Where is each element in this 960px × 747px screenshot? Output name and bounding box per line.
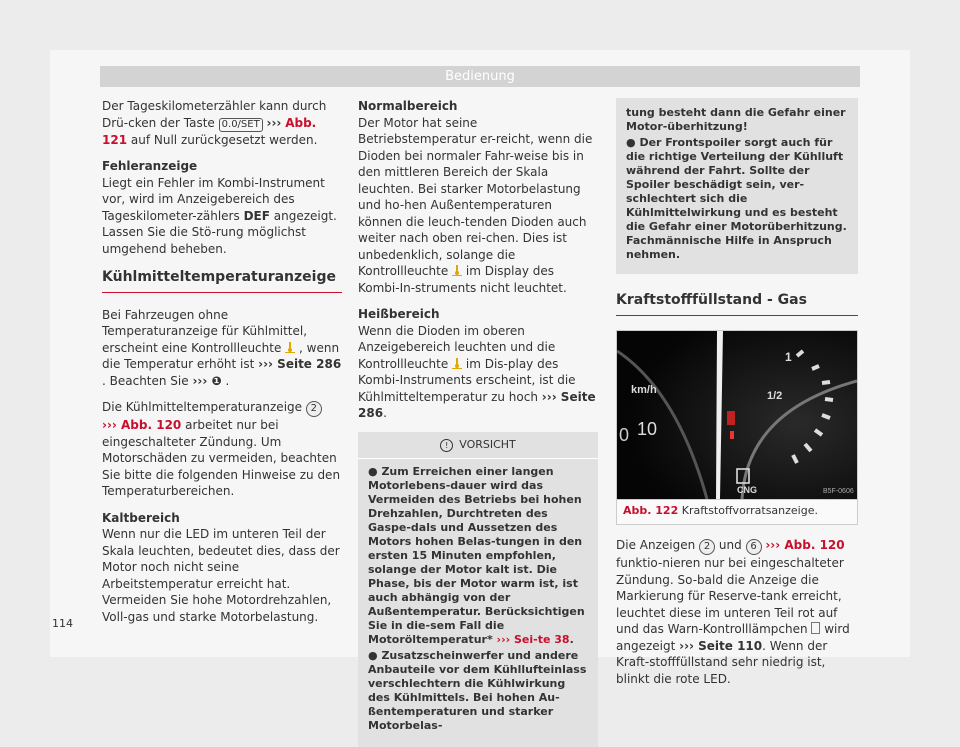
fault-heading: Fehleranzeige [102, 159, 198, 173]
column-2 [358, 98, 598, 747]
fuel-paragraph: Die Anzeigen 2 und 6 ››› Abb. 120 funktio-nieren nur bei eingeschalteter Zündung. So-bald die Anzeige die Markierung für Reserve-tank erreicht, leuchtet diese im unteren Teil rot auf und das Warn-Kontrolllämpchen wird angezeigt ››› Seite 110. Wenn der Kraft-stofffüllstand sehr niedrig ist, blinkt die rote LED. [616, 538, 850, 686]
callout-number: 2 [699, 539, 715, 555]
caution-bullet: ● Der Frontspoiler sorgt auch für die richtige Verteilung der Kühlluft während der Fahrt. Sollte der Spoiler beschädigt sein, ver-schlechtert sich die Kühlmittelwirkung und es besteht die Gefahr einer Motorüberhitzung. Fachmännische Hilfe in Anspruch nehmen. [626, 136, 847, 261]
figure-code: B5F-0606 [823, 487, 854, 495]
coolant-warning-icon [285, 342, 295, 353]
figure-link[interactable]: Abb. 121 [102, 115, 317, 147]
gauge-tick-1: 1 [785, 349, 792, 364]
column-3 [616, 98, 858, 697]
section-title-coolant: Kühlmitteltemperaturanzeige [102, 269, 342, 293]
manual-page [50, 50, 910, 732]
gauge-10: 10 [637, 418, 658, 439]
gauge-0: 0 [619, 424, 630, 445]
reset-key: 0.0/SET [219, 118, 263, 132]
bullet-icon: ● [368, 464, 382, 478]
page-header: Bedienung [100, 66, 860, 87]
callout-number: 6 [746, 539, 762, 555]
cold-paragraph: Wenn nur die LED im unteren Teil der Skala leuchten, bedeutet dies, dass der Motor noch nicht seine Arbeitstemperatur erreicht hat. Vermeiden Sie hohe Motordrehzahlen, Voll-gas und starke Motorbelastung. [102, 527, 340, 624]
fuel-gauge-image [617, 331, 857, 499]
gauge-cng: CNG [737, 484, 757, 495]
trip-reset-paragraph: Der Tageskilometerzähler kann durch Drü-cken der Taste 0.0/SET ››› Abb. 121 auf Null zurückgesetzt werden. [102, 99, 327, 147]
normal-heading: Normalbereich [358, 99, 458, 113]
page-link[interactable]: ››› Seite 286 [258, 357, 342, 371]
coolant-paragraph: Bei Fahrzeugen ohne Temperaturanzeige für Kühlmittel, erscheint eine Kontrollleuchte , wenn die Temperatur erhöht ist ››› Seite 286 . Beachten Sie ››› ❶ . [102, 307, 342, 388]
hot-heading: Heißbereich [358, 307, 440, 321]
column-1 [102, 98, 342, 635]
display-paragraph: Die Kühlmitteltemperaturanzeige 2 ››› Abb. 120 arbeitet nur bei eingeschalteter Zündung. Um Motorschäden zu vermeiden, beachten Sie bitte die folgenden Hinweise zu den Temperaturbereichen. [102, 400, 341, 498]
page-number: 114 [52, 617, 73, 630]
gauge-kmh: km/h [631, 383, 657, 396]
figure-link[interactable]: ››› Abb. 120 [102, 418, 182, 432]
caution-continuation: tung besteht dann die Gefahr einer Motor-überhitzung! ● Der Frontspoiler sorgt auch für die richtige Verteilung der Kühlluft während der Fahrt. Sollte der Spoiler beschädigt sein, ver-schlechtert sich die Kühlmittelwirkung und es besteht die Gefahr einer Motorüberhitzung. Fachmännische Hilfe in Anspruch nehmen. [616, 98, 858, 274]
figure-fuel-gauge [616, 330, 858, 526]
bullet-icon: ● [368, 648, 382, 662]
normal-paragraph: Der Motor hat seine Betriebstemperatur er-reicht, wenn die Dioden bei normaler Fahr-weise bis in den mittleren Bereich der Skala leuchten. Bei starker Motorbelastung und ho-hen Außentemperaturen können die leuch-tenden Dioden auch weiter nach oben rei-chen. Dies ist unbedenklich, solange die Kontrollleuchte im Display des Kombi-In-struments nicht leuchtet. [358, 115, 593, 295]
gauge-tick-half: 1/2 [767, 389, 783, 402]
figure-link[interactable]: ››› Abb. 120 [765, 538, 845, 552]
page-link[interactable]: ››› Seite 110 [679, 638, 763, 653]
caution-box [358, 432, 598, 747]
caution-header: ! VORSICHT [358, 432, 598, 459]
page-link[interactable]: ››› Seite 286 [358, 389, 596, 420]
section-title-fuel: Kraftstofffüllstand - Gas [616, 292, 858, 316]
hot-paragraph: Wenn die Dioden im oberen Anzeigebereich leuchten und die Kontrollleuchte im Dis-play des Kombi-Instruments erscheint, ist die Kühlmitteltemperatur zu hoch ››› Seite 286. [358, 323, 596, 420]
cold-heading: Kaltbereich [102, 510, 180, 525]
figure-caption: Abb. 122 Kraftstoffvorratsanzeige. [617, 499, 857, 525]
coolant-warning-icon [452, 265, 462, 276]
info-icon: ! [440, 439, 453, 452]
callout-number: 2 [306, 401, 322, 417]
bullet-icon: ● [626, 136, 640, 149]
coolant-warning-icon [452, 358, 462, 369]
figure-label: Abb. 122 [623, 503, 679, 517]
warning-link[interactable]: ››› ❶ [192, 373, 222, 388]
fault-paragraph: Liegt ein Fehler im Kombi-Instrument vor, wird im Anzeigebereich des Tageskilometer-zählers DEF angezeigt. Lassen Sie die Stö-rung möglichst umgehend beheben. [102, 175, 337, 256]
caution-bullet: ● Zum Erreichen einer langen Motorlebens-dauer wird das Vermeiden des Betriebs bei hohen Drehzahlen, Durchtreten des Gaspe-dals und Aussetzen des Motors hohen Belas-tungen in den ersten 15 Minuten empfohlen, solange der Motor kalt ist. Die Phase, bis der Motor warm ist, ist auch abhängig von der Außentemperatur. Berücksichtigen Sie in die-sem Fall die Motoröltemperatur* ››› Sei-te 38. [368, 464, 585, 646]
page-link[interactable]: ››› Sei-te 38 [496, 632, 570, 646]
caution-bullet: ● Zusatzscheinwerfer und andere Anbauteile vor dem Kühllufteinlass verschlechtern die Kühlwirkung des Kühlmittels. Bei hohen Au-ßentemperaturen und starker Motorbelas- [368, 648, 587, 732]
fuel-warning-icon [811, 622, 820, 634]
